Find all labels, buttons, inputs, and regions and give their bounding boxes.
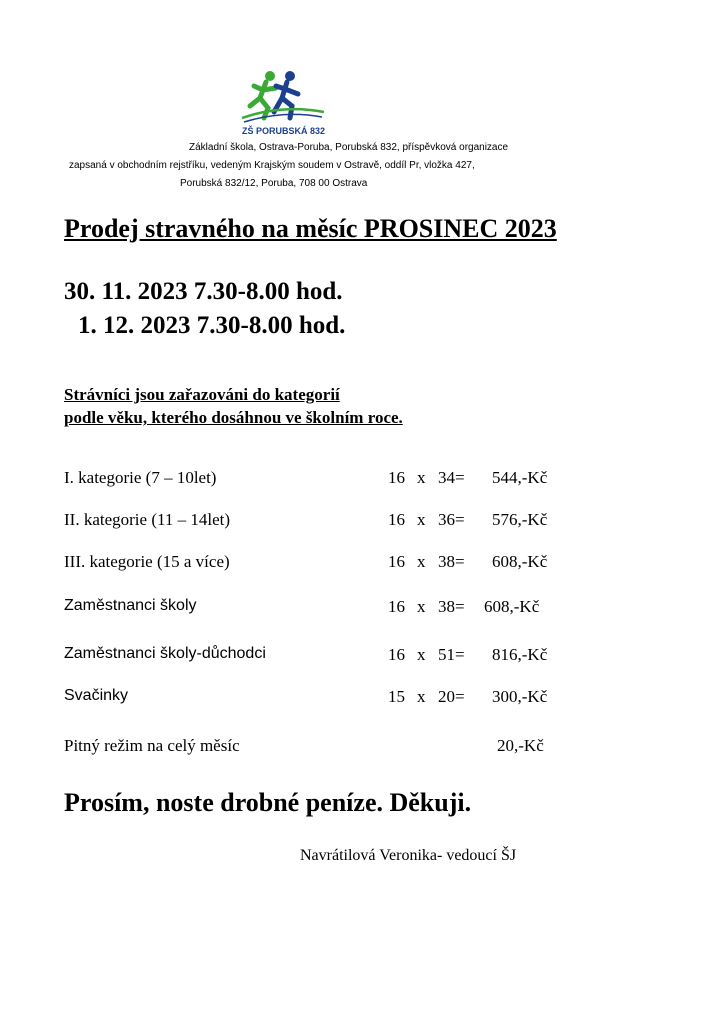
price-days: 16 — [388, 510, 405, 529]
price-row — [0, 552, 724, 576]
price-row — [0, 510, 724, 534]
price-label: Svačinky — [64, 687, 129, 704]
price-times: x — [417, 552, 426, 571]
price-label: Pitný režim na celý měsíc — [64, 736, 240, 755]
price-unit: 36= — [438, 510, 465, 529]
runners-logo-icon — [236, 68, 330, 138]
price-total: 576,-Kč — [492, 510, 548, 529]
price-days: 16 — [388, 597, 405, 616]
price-total: 608,-Kč — [484, 597, 540, 616]
price-days: 16 — [388, 468, 405, 487]
price-label: Zaměstnanci školy-důchodci — [64, 645, 266, 662]
price-row — [0, 687, 724, 711]
price-label: I. kategorie (7 – 10let) — [64, 468, 217, 487]
school-logo — [236, 68, 330, 138]
price-days: 16 — [388, 645, 405, 664]
price-unit: 38= — [438, 597, 465, 616]
page-title: Prodej stravného na měsíc PROSINEC 2023 — [64, 214, 557, 243]
closing-message: Prosím, noste drobné peníze. Děkuji. — [64, 788, 472, 817]
sale-date-1: 30. 11. 2023 7.30-8.00 hod. — [64, 278, 343, 305]
price-total: 300,-Kč — [492, 687, 548, 706]
price-total: 608,-Kč — [492, 552, 548, 571]
price-row — [0, 645, 724, 669]
price-row-drinks — [0, 736, 724, 760]
registry-line: zapsaná v obchodním rejstříku, vedeným Krajským soudem v Ostravě, oddíl Pr, vložka 427, — [69, 160, 475, 171]
price-total: 20,-Kč — [497, 736, 544, 755]
price-times: x — [417, 687, 426, 706]
price-unit: 51= — [438, 645, 465, 664]
price-unit: 38= — [438, 552, 465, 571]
price-total: 544,-Kč — [492, 468, 548, 487]
price-unit: 20= — [438, 687, 465, 706]
price-days: 16 — [388, 552, 405, 571]
signature: Navrátilová Veronika- vedoucí ŠJ — [300, 847, 517, 864]
price-times: x — [417, 510, 426, 529]
category-note-line-2: podle věku, kterého dosáhnou ve školním roce. — [64, 408, 403, 427]
price-label: III. kategorie (15 a více) — [64, 552, 230, 571]
category-note-line-1: Strávníci jsou zařazováni do kategorií — [64, 385, 340, 404]
price-row — [0, 597, 724, 621]
price-total: 816,-Kč — [492, 645, 548, 664]
school-name-line: Základní škola, Ostrava-Poruba, Porubská 832, příspěvková organizace — [189, 142, 509, 153]
price-times: x — [417, 597, 426, 616]
price-label: Zaměstnanci školy — [64, 597, 197, 614]
sale-date-2: 1. 12. 2023 7.30-8.00 hod. — [78, 312, 346, 339]
price-times: x — [417, 645, 426, 664]
svg-text:ZŠ PORUBSKÁ 832: ZŠ PORUBSKÁ 832 — [242, 126, 326, 136]
price-days: 15 — [388, 687, 405, 706]
address-line: Porubská 832/12, Poruba, 708 00 Ostrava — [180, 178, 368, 189]
price-label: II. kategorie (11 – 14let) — [64, 510, 230, 529]
price-unit: 34= — [438, 468, 465, 487]
price-row — [0, 468, 724, 492]
price-times: x — [417, 468, 426, 487]
